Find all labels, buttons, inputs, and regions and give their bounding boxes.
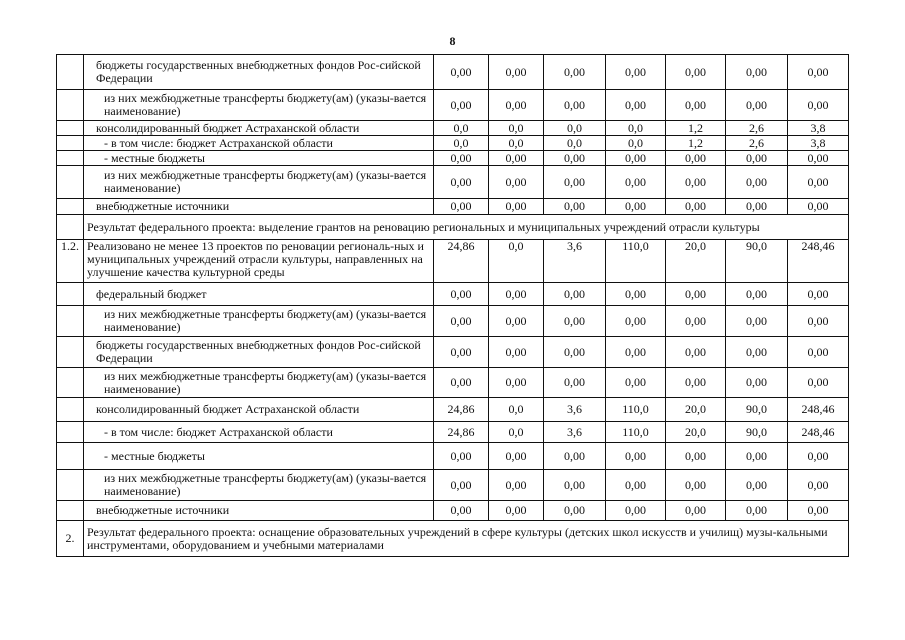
table-row [57, 306, 849, 337]
value-cell: 0,00 [606, 337, 666, 368]
value-cell: 0,00 [544, 501, 606, 521]
row-number-cell [57, 501, 84, 521]
row-number-cell [57, 166, 84, 199]
value-cell: 248,46 [788, 398, 849, 422]
value-cell: 0,00 [434, 443, 489, 470]
value-cell: 0,00 [544, 443, 606, 470]
value-cell: 110,0 [606, 240, 666, 283]
value-cell: 0,00 [788, 443, 849, 470]
value-cell: 0,00 [434, 337, 489, 368]
value-cell: 0,00 [666, 151, 726, 166]
row-number-cell [57, 443, 84, 470]
table-row [57, 136, 849, 151]
value-cell: 2,6 [726, 136, 788, 151]
value-cell: 0,0 [489, 398, 544, 422]
value-cell: 0,00 [788, 501, 849, 521]
row-label: федеральный бюджет [84, 283, 434, 306]
value-cell: 0,00 [666, 90, 726, 121]
value-cell: 0,00 [606, 306, 666, 337]
value-cell: 0,00 [434, 368, 489, 398]
row-label: консолидированный бюджет Астраханской области [84, 398, 434, 422]
value-cell: 0,00 [606, 199, 666, 215]
value-cell: 0,00 [489, 368, 544, 398]
row-number-cell [57, 136, 84, 151]
value-cell: 0,00 [434, 283, 489, 306]
value-cell: 0,00 [666, 283, 726, 306]
value-cell: 0,00 [489, 151, 544, 166]
value-cell: 3,6 [544, 240, 606, 283]
row-label: - местные бюджеты [84, 151, 434, 166]
value-cell: 0,00 [726, 501, 788, 521]
value-cell: 0,00 [666, 368, 726, 398]
row-number: 1.2. [57, 240, 84, 283]
value-cell: 0,00 [726, 368, 788, 398]
value-cell: 0,00 [544, 306, 606, 337]
row-number-cell [57, 55, 84, 90]
value-cell: 90,0 [726, 240, 788, 283]
table-row [57, 470, 849, 501]
result-text: Результат федерального проекта: выделение грантов на реновацию региональных и муниципальных учреждений отрасли культуры [84, 215, 849, 240]
value-cell: 0,00 [726, 470, 788, 501]
row-label: внебюджетные источники [84, 199, 434, 215]
value-cell: 0,00 [606, 90, 666, 121]
value-cell: 0,00 [606, 470, 666, 501]
value-cell: 0,0 [544, 136, 606, 151]
value-cell: 0,00 [489, 55, 544, 90]
row-label: из них межбюджетные трансферты бюджету(ам) (указы-вается наименование) [84, 368, 434, 398]
value-cell: 24,86 [434, 240, 489, 283]
value-cell: 0,00 [544, 90, 606, 121]
table-row [57, 337, 849, 368]
value-cell: 0,00 [489, 90, 544, 121]
value-cell: 0,00 [726, 199, 788, 215]
value-cell: 0,00 [434, 470, 489, 501]
value-cell: 0,00 [606, 283, 666, 306]
row-label: из них межбюджетные трансферты бюджету(ам) (указы-вается наименование) [84, 90, 434, 121]
row-number: 2. [57, 521, 84, 557]
row-number-cell [57, 337, 84, 368]
row-label: из них межбюджетные трансферты бюджету(ам) (указы-вается наименование) [84, 166, 434, 199]
value-cell: 0,00 [726, 151, 788, 166]
value-cell: 110,0 [606, 398, 666, 422]
value-cell: 0,00 [544, 151, 606, 166]
row-label: из них межбюджетные трансферты бюджету(ам) (указы-вается наименование) [84, 470, 434, 501]
value-cell: 0,00 [606, 55, 666, 90]
value-cell: 248,46 [788, 422, 849, 443]
value-cell: 0,00 [788, 306, 849, 337]
table-row [57, 199, 849, 215]
value-cell: 0,00 [726, 55, 788, 90]
row-number-cell [57, 422, 84, 443]
value-cell: 20,0 [666, 240, 726, 283]
row-label: консолидированный бюджет Астраханской области [84, 121, 434, 136]
value-cell: 0,00 [726, 166, 788, 199]
value-cell: 0,00 [788, 90, 849, 121]
value-cell: 0,00 [544, 55, 606, 90]
row-label: бюджеты государственных внебюджетных фондов Рос-сийской Федерации [84, 55, 434, 90]
row-number-cell [57, 368, 84, 398]
table-row [57, 422, 849, 443]
value-cell: 0,00 [489, 199, 544, 215]
value-cell: 0,00 [788, 55, 849, 90]
value-cell: 248,46 [788, 240, 849, 283]
value-cell: 90,0 [726, 398, 788, 422]
row-number-cell [57, 398, 84, 422]
row-label: - в том числе: бюджет Астраханской области [84, 136, 434, 151]
value-cell: 0,00 [788, 166, 849, 199]
value-cell: 0,00 [489, 283, 544, 306]
result-text: Результат федерального проекта: оснащение образовательных учреждений в сфере культуры (детских школ искусств и училищ) музы-кальными инструментами, оборудованием и учебными материалами [84, 521, 849, 557]
value-cell: 90,0 [726, 422, 788, 443]
row-number-cell [57, 121, 84, 136]
value-cell: 0,00 [606, 368, 666, 398]
value-cell: 0,00 [489, 470, 544, 501]
value-cell: 0,00 [666, 501, 726, 521]
value-cell: 0,0 [606, 121, 666, 136]
result-row [57, 215, 849, 240]
value-cell: 0,0 [606, 136, 666, 151]
value-cell: 0,00 [726, 283, 788, 306]
value-cell: 0,00 [726, 90, 788, 121]
value-cell: 0,00 [489, 166, 544, 199]
table-body [57, 55, 849, 557]
table-row [57, 151, 849, 166]
value-cell: 20,0 [666, 398, 726, 422]
table-row [57, 368, 849, 398]
value-cell: 0,00 [489, 306, 544, 337]
table-row [57, 55, 849, 90]
value-cell: 0,00 [434, 55, 489, 90]
value-cell: 0,00 [544, 283, 606, 306]
value-cell: 0,00 [788, 199, 849, 215]
row-number-cell [57, 306, 84, 337]
value-cell: 0,00 [666, 199, 726, 215]
table-row [57, 283, 849, 306]
value-cell: 0,00 [544, 166, 606, 199]
value-cell: 0,00 [606, 151, 666, 166]
value-cell: 0,00 [726, 337, 788, 368]
value-cell: 0,00 [788, 368, 849, 398]
value-cell: 0,00 [489, 337, 544, 368]
value-cell: 0,0 [434, 121, 489, 136]
row-label: из них межбюджетные трансферты бюджету(ам) (указы-вается наименование) [84, 306, 434, 337]
value-cell: 0,0 [489, 136, 544, 151]
value-cell: 1,2 [666, 136, 726, 151]
value-cell: 3,6 [544, 422, 606, 443]
row-number-cell [57, 90, 84, 121]
value-cell: 0,00 [666, 166, 726, 199]
result-row [57, 521, 849, 557]
value-cell: 0,00 [434, 199, 489, 215]
value-cell: 0,00 [544, 470, 606, 501]
value-cell: 0,0 [434, 136, 489, 151]
table-row [57, 166, 849, 199]
value-cell: 0,00 [666, 337, 726, 368]
value-cell: 0,00 [489, 501, 544, 521]
value-cell: 24,86 [434, 422, 489, 443]
value-cell: 0,00 [666, 443, 726, 470]
row-label: бюджеты государственных внебюджетных фондов Рос-сийской Федерации [84, 337, 434, 368]
table-row [57, 501, 849, 521]
row-number-cell [57, 283, 84, 306]
value-cell: 0,0 [544, 121, 606, 136]
row-label: - местные бюджеты [84, 443, 434, 470]
value-cell: 24,86 [434, 398, 489, 422]
value-cell: 2,6 [726, 121, 788, 136]
value-cell: 0,00 [666, 55, 726, 90]
table-row [57, 443, 849, 470]
value-cell: 0,00 [434, 166, 489, 199]
value-cell: 3,8 [788, 121, 849, 136]
value-cell: 3,6 [544, 398, 606, 422]
value-cell: 0,00 [434, 306, 489, 337]
row-number-cell [57, 199, 84, 215]
value-cell: 0,0 [489, 240, 544, 283]
value-cell: 0,0 [489, 422, 544, 443]
value-cell: 20,0 [666, 422, 726, 443]
value-cell: 0,0 [489, 121, 544, 136]
value-cell: 0,00 [544, 199, 606, 215]
value-cell: 0,00 [606, 501, 666, 521]
row-label: Реализовано не менее 13 проектов по реновации региональ-ных и муниципальных учреждений отрасли культуры, направленных на улучшение качества культурной среды [84, 240, 434, 283]
value-cell: 0,00 [434, 151, 489, 166]
value-cell: 0,00 [606, 443, 666, 470]
row-number-cell [57, 151, 84, 166]
value-cell: 0,00 [726, 306, 788, 337]
value-cell: 0,00 [788, 470, 849, 501]
budget-table [56, 54, 849, 557]
row-label: внебюджетные источники [84, 501, 434, 521]
value-cell: 0,00 [606, 166, 666, 199]
value-cell: 0,00 [544, 337, 606, 368]
table-row [57, 240, 849, 283]
table-row [57, 90, 849, 121]
table-row [57, 121, 849, 136]
value-cell: 0,00 [666, 306, 726, 337]
row-number-cell [57, 470, 84, 501]
value-cell: 0,00 [726, 443, 788, 470]
value-cell: 3,8 [788, 136, 849, 151]
page-number: 8 [449, 34, 456, 48]
value-cell: 0,00 [434, 501, 489, 521]
value-cell: 0,00 [434, 90, 489, 121]
value-cell: 110,0 [606, 422, 666, 443]
table-row [57, 398, 849, 422]
value-cell: 0,00 [788, 151, 849, 166]
value-cell: 0,00 [544, 368, 606, 398]
value-cell: 1,2 [666, 121, 726, 136]
row-number-cell [57, 215, 84, 240]
value-cell: 0,00 [788, 283, 849, 306]
value-cell: 0,00 [489, 443, 544, 470]
value-cell: 0,00 [666, 470, 726, 501]
value-cell: 0,00 [788, 337, 849, 368]
row-label: - в том числе: бюджет Астраханской области [84, 422, 434, 443]
